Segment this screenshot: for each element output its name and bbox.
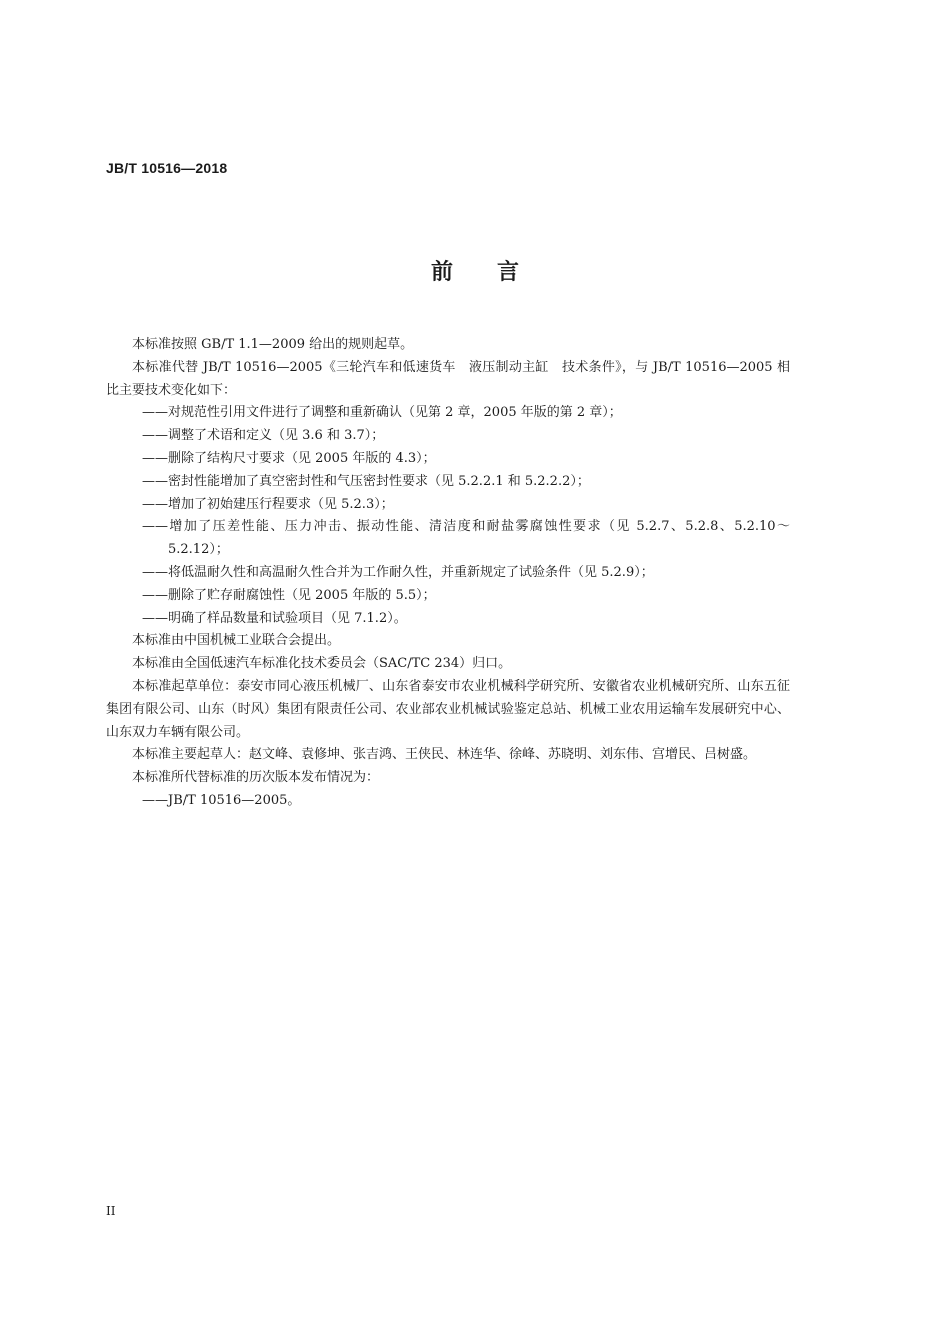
change-item: ——将低温耐久性和高温耐久性合并为工作耐久性，并重新规定了试验条件（见 5.2.9）； (142, 564, 654, 580)
paragraph-history-intro: 本标准所代替标准的历次版本发布情况为： (132, 770, 380, 786)
history-item: ——JB/T 10516—2005。 (142, 792, 301, 808)
change-item: ——调整了术语和定义（见 3.6 和 3.7）； (142, 428, 385, 444)
change-item: ——对规范性引用文件进行了调整和重新确认（见第 2 章，2005 年版的第 2 章）； (142, 405, 622, 421)
paragraph-replacement: 本标准代替 JB/T 10516—2005《三轮汽车和低速货车 液压制动主缸 技术条件》，与 JB/T 10516—2005 相比主要技术变化如下： (106, 359, 790, 398)
paragraph-proposer: 本标准由中国机械工业联合会提出。 (132, 633, 341, 649)
page-number: II (106, 1204, 116, 1218)
change-item: ——增加了初始建压行程要求（见 5.2.3）； (142, 496, 394, 512)
change-item: ——密封性能增加了真空密封性和气压密封性要求（见 5.2.2.1 和 5.2.2.2）； (142, 473, 590, 489)
page-title: 前言 (430, 260, 563, 285)
change-item: ——增加了压差性能、压力冲击、振动性能、清洁度和耐盐雾腐蚀性要求（见 5.2.7、5.2.8、5.2.10～5.2.12）； (142, 519, 790, 558)
change-item: ——明确了样品数量和试验项目（见 7.1.2）。 (142, 610, 407, 626)
foreword-body (106, 334, 790, 813)
paragraph-centralized: 本标准由全国低速汽车标准化技术委员会（SAC/TC 234）归口。 (132, 656, 512, 672)
document-code: JB/T 10516—2018 (106, 160, 228, 176)
change-item: ——删除了贮存耐腐蚀性（见 2005 年版的 5.5）； (142, 587, 436, 603)
paragraph-drafting-rules: 本标准按照 GB/T 1.1—2009 给出的规则起草。 (132, 337, 414, 352)
paragraph-drafting-units: 本标准起草单位：泰安市同心液压机械厂、山东省泰安市农业机械科学研究所、安徽省农业机械研究所、山东五征集团有限公司、山东（时风）集团有限责任公司、农业部农业机械试验鉴定总站、机械工业农用运输车发展研究中心、山东双力车辆有限公司。 (106, 678, 790, 740)
paragraph-drafters: 本标准主要起草人：赵文峰、袁修坤、张吉鸿、王侠民、林连华、徐峰、苏晓明、刘东伟、宫增民、吕树盛。 (132, 747, 757, 763)
change-item: ——删除了结构尺寸要求（见 2005 年版的 4.3）； (142, 450, 436, 466)
